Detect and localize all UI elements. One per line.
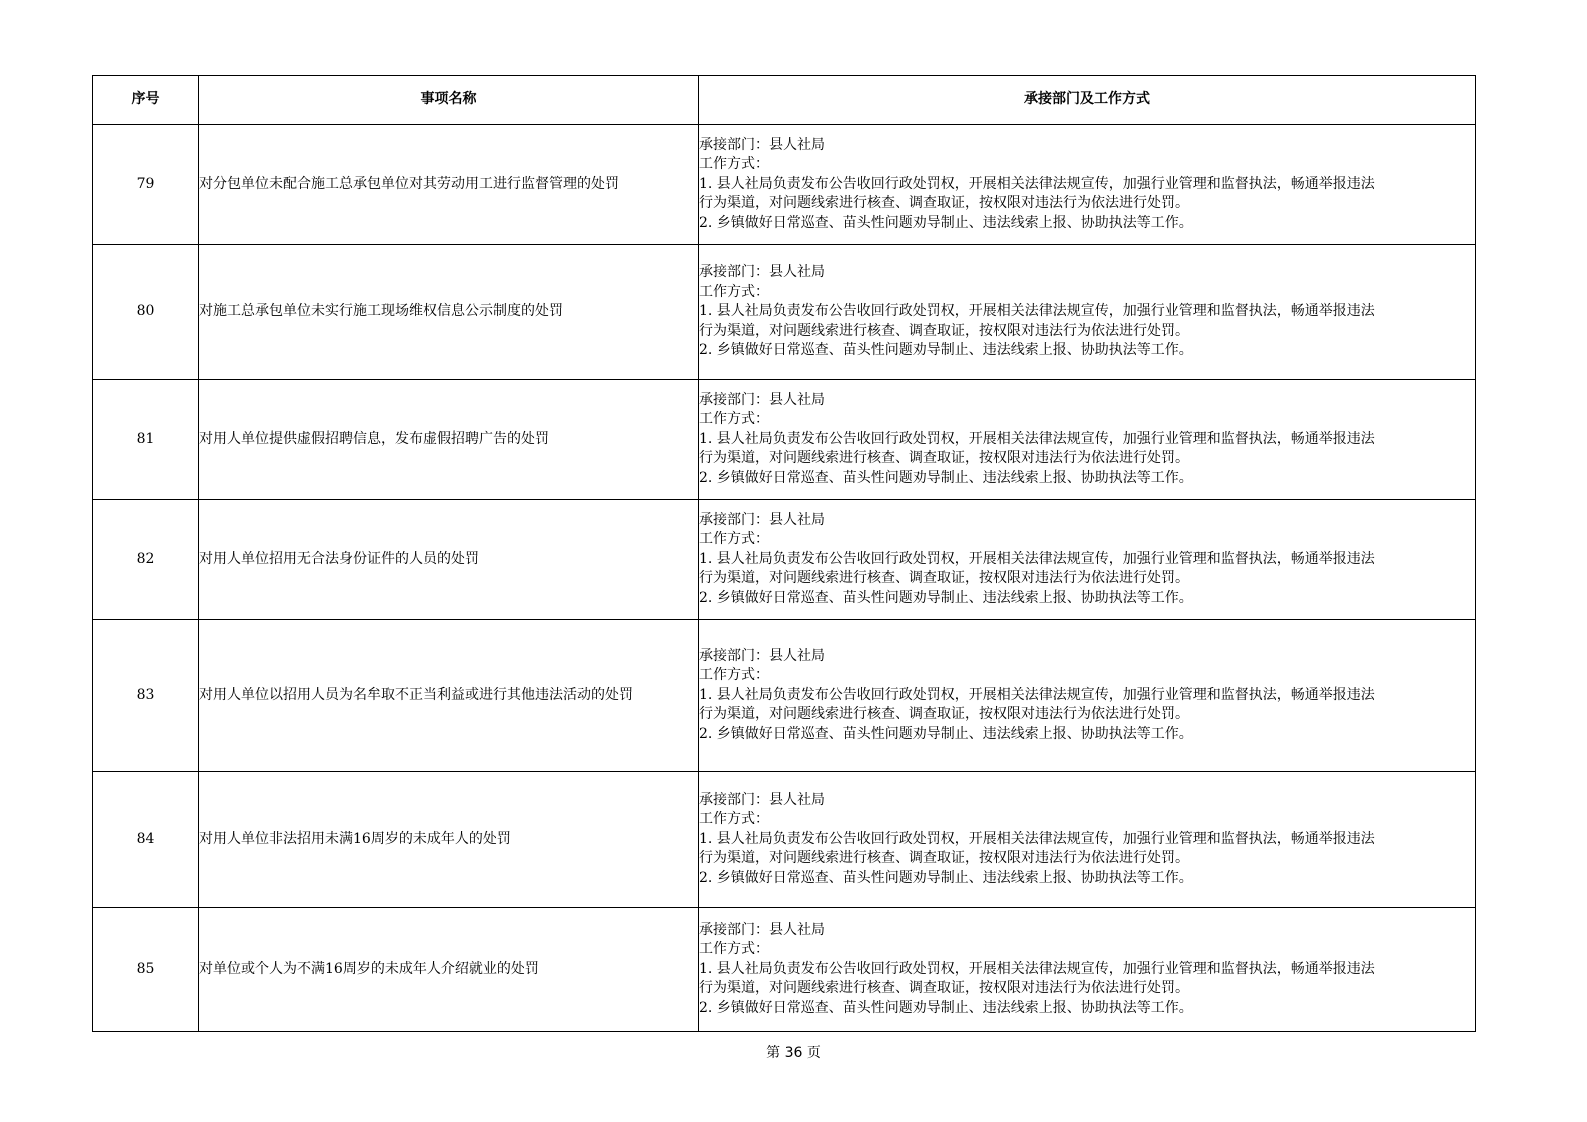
row-name: 对用人单位非法招用未满16周岁的未成年人的处罚	[199, 772, 699, 908]
header-dept: 承接部门及工作方式	[699, 76, 1476, 125]
dept-line: 2. 乡镇做好日常巡查、苗头性问题劝导制止、违法线索上报、协助执法等工作。	[699, 214, 1193, 231]
dept-line: 工作方式：	[699, 531, 769, 548]
row-no: 82	[93, 500, 199, 620]
dept-line: 2. 乡镇做好日常巡查、苗头性问题劝导制止、违法线索上报、协助执法等工作。	[699, 999, 1193, 1016]
table-row	[93, 380, 1476, 500]
dept-line: 1. 县人社局负责发布公告收回行政处罚权，开展相关法律法规宣传，加强行业管理和监督执法，畅通举报违法	[699, 550, 1375, 567]
dept-line: 行为渠道，对问题线索进行核查、调查取证，按权限对违法行为依法进行处罚。	[699, 322, 1189, 339]
row-dept	[699, 125, 1476, 245]
table-row	[93, 245, 1476, 380]
dept-line: 工作方式：	[699, 411, 769, 428]
dept-line: 2. 乡镇做好日常巡查、苗头性问题劝导制止、违法线索上报、协助执法等工作。	[699, 589, 1193, 606]
row-no: 84	[93, 772, 199, 908]
items-table	[92, 75, 1476, 1032]
row-name: 对单位或个人为不满16周岁的未成年人介绍就业的处罚	[199, 908, 699, 1032]
dept-line: 行为渠道，对问题线索进行核查、调查取证，按权限对违法行为依法进行处罚。	[699, 850, 1189, 867]
dept-line: 承接部门：县人社局	[699, 647, 825, 664]
dept-line: 2. 乡镇做好日常巡查、苗头性问题劝导制止、违法线索上报、协助执法等工作。	[699, 725, 1193, 742]
row-no: 79	[93, 125, 199, 245]
table-header-row	[93, 76, 1476, 125]
row-no: 85	[93, 908, 199, 1032]
dept-line: 工作方式：	[699, 156, 769, 173]
row-dept	[699, 772, 1476, 908]
dept-line: 承接部门：县人社局	[699, 511, 825, 528]
row-no: 83	[93, 620, 199, 772]
dept-line: 2. 乡镇做好日常巡查、苗头性问题劝导制止、违法线索上报、协助执法等工作。	[699, 869, 1193, 886]
dept-line: 行为渠道，对问题线索进行核查、调查取证，按权限对违法行为依法进行处罚。	[699, 450, 1189, 467]
dept-line: 工作方式：	[699, 941, 769, 958]
dept-line: 承接部门：县人社局	[699, 391, 825, 408]
row-name: 对分包单位未配合施工总承包单位对其劳动用工进行监督管理的处罚	[199, 125, 699, 245]
row-dept	[699, 500, 1476, 620]
table-row	[93, 908, 1476, 1032]
dept-line: 1. 县人社局负责发布公告收回行政处罚权，开展相关法律法规宣传，加强行业管理和监督执法，畅通举报违法	[699, 960, 1375, 977]
row-no: 81	[93, 380, 199, 500]
table-row	[93, 125, 1476, 245]
dept-line: 工作方式：	[699, 283, 769, 300]
row-name: 对用人单位提供虚假招聘信息，发布虚假招聘广告的处罚	[199, 380, 699, 500]
row-name: 对施工总承包单位未实行施工现场维权信息公示制度的处罚	[199, 245, 699, 380]
dept-line: 行为渠道，对问题线索进行核查、调查取证，按权限对违法行为依法进行处罚。	[699, 980, 1189, 997]
dept-line: 1. 县人社局负责发布公告收回行政处罚权，开展相关法律法规宣传，加强行业管理和监督执法，畅通举报违法	[699, 175, 1375, 192]
header-no: 序号	[93, 76, 199, 125]
header-name: 事项名称	[199, 76, 699, 125]
row-dept	[699, 380, 1476, 500]
dept-line: 工作方式：	[699, 667, 769, 684]
dept-line: 承接部门：县人社局	[699, 136, 825, 153]
row-name: 对用人单位以招用人员为名牟取不正当利益或进行其他违法活动的处罚	[199, 620, 699, 772]
dept-line: 工作方式：	[699, 811, 769, 828]
dept-line: 1. 县人社局负责发布公告收回行政处罚权，开展相关法律法规宣传，加强行业管理和监督执法，畅通举报违法	[699, 830, 1375, 847]
row-dept	[699, 620, 1476, 772]
dept-line: 承接部门：县人社局	[699, 791, 825, 808]
dept-line: 1. 县人社局负责发布公告收回行政处罚权，开展相关法律法规宣传，加强行业管理和监督执法，畅通举报违法	[699, 430, 1375, 447]
dept-line: 行为渠道，对问题线索进行核查、调查取证，按权限对违法行为依法进行处罚。	[699, 570, 1189, 587]
table-row	[93, 772, 1476, 908]
dept-line: 行为渠道，对问题线索进行核查、调查取证，按权限对违法行为依法进行处罚。	[699, 195, 1189, 212]
dept-line: 1. 县人社局负责发布公告收回行政处罚权，开展相关法律法规宣传，加强行业管理和监督执法，畅通举报违法	[699, 303, 1375, 320]
table-row	[93, 500, 1476, 620]
row-name: 对用人单位招用无合法身份证件的人员的处罚	[199, 500, 699, 620]
dept-line: 2. 乡镇做好日常巡查、苗头性问题劝导制止、违法线索上报、协助执法等工作。	[699, 342, 1193, 359]
dept-line: 承接部门：县人社局	[699, 264, 825, 281]
page-number: 第 36 页	[766, 1045, 821, 1061]
dept-line: 2. 乡镇做好日常巡查、苗头性问题劝导制止、违法线索上报、协助执法等工作。	[699, 469, 1193, 486]
row-dept	[699, 245, 1476, 380]
row-no: 80	[93, 245, 199, 380]
table-row	[93, 620, 1476, 772]
row-dept	[699, 908, 1476, 1032]
dept-line: 承接部门：县人社局	[699, 921, 825, 938]
dept-line: 行为渠道，对问题线索进行核查、调查取证，按权限对违法行为依法进行处罚。	[699, 706, 1189, 723]
dept-line: 1. 县人社局负责发布公告收回行政处罚权，开展相关法律法规宣传，加强行业管理和监督执法，畅通举报违法	[699, 686, 1375, 703]
